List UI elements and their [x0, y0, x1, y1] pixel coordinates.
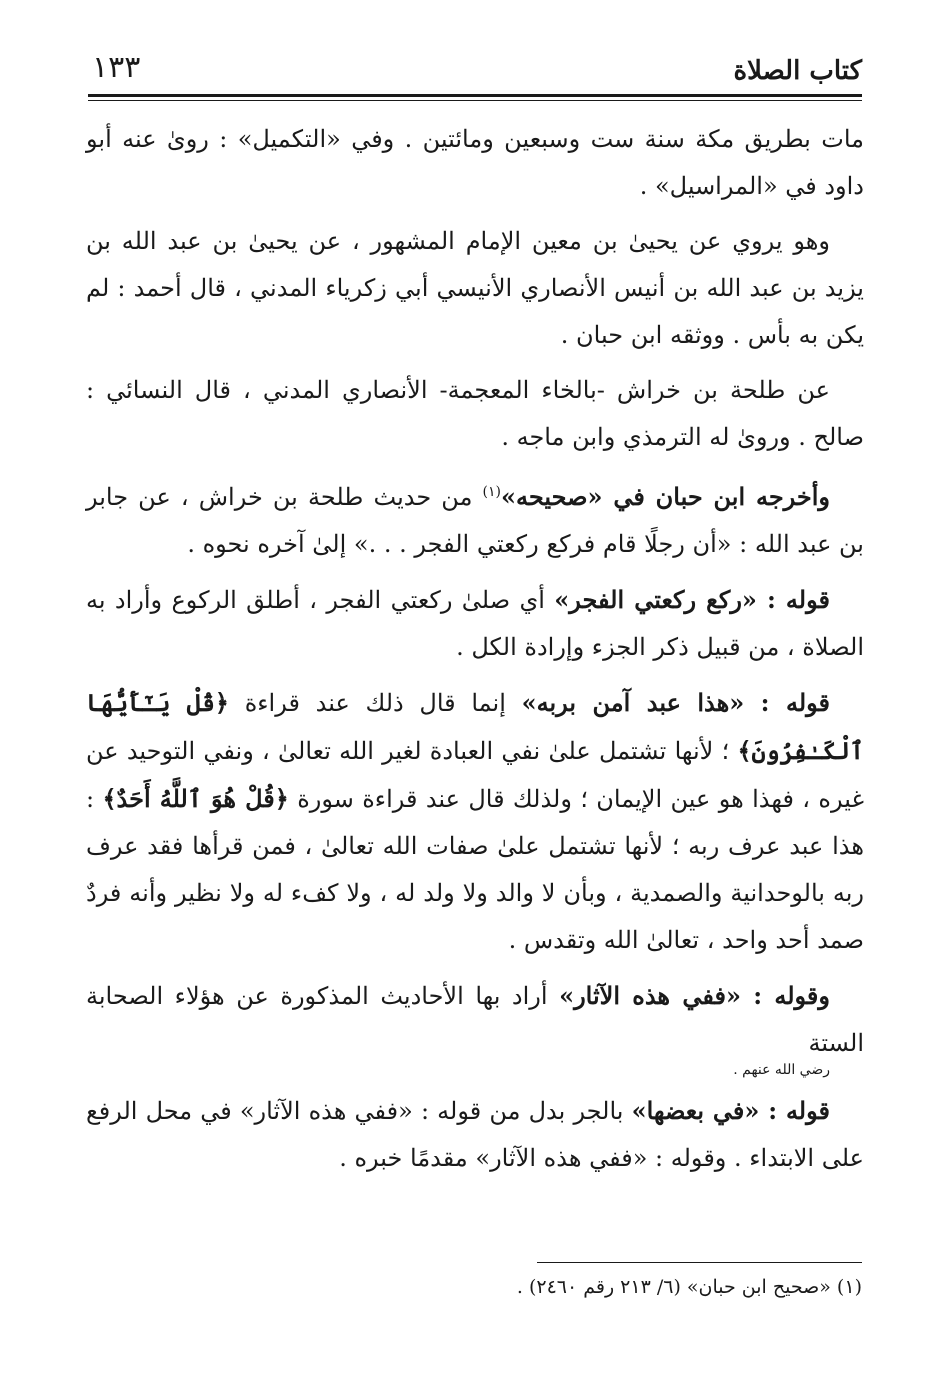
quran-quote: ﴿قُلْ يَـٰٓأَيُّهَا ٱلْكَـٰفِرُونَ﴾ — [86, 688, 864, 765]
lemma: قوله : «في بعضها» — [631, 1096, 830, 1125]
paragraph-5: قوله : «ركع ركعتي الفجر» أي صلىٰ ركعتي الفجر ، أطلق الركوع وأراد به الصلاة ، من قبيل ذكر الجزء وإرادة الكل . — [86, 585, 864, 661]
paragraph-7: وقوله : «ففي هذه الآثار» أراد بها الأحاديث المذكورة عن هؤلاء الصحابة الستة رضي الله عنهم . — [86, 972, 864, 1083]
lemma: قوله : «هذا عبد آمن بربه» — [521, 688, 831, 717]
paragraph-6: قوله : «هذا عبد آمن بربه» إنما قال ذلك عند قراءة ﴿قُلْ يَـٰٓأَيُّهَا ٱلْكَـٰفِرُونَ﴾ ؛ لأنها تشتمل علىٰ نفي العبادة لغير الله تعالىٰ ، ونفي التوحيد عن غيره ، فهذا هو عين الإيمان ؛ ولذلك قال عند قراءة سورة ﴿قُلْ هُوَ ٱللَّهُ أَحَدٌ﴾ : هذا عبد عرف ربه ؛ لأنها تشتمل علىٰ صفات الله تعالىٰ ، فمن قرأها فقد عرف ربه بالوحدانية والصمدية ، وبأن لا والد ولا ولد له ، ولا كفء له ولا نظير وأنه فردٌ صمد أحد واحد ، تعالىٰ الله وتقدس . — [86, 688, 864, 954]
paragraph-2: وهو يروي عن يحيىٰ بن معين الإمام المشهور ، عن يحيىٰ بن عبد الله بن يزيد بن عبد الله بن أنيس الأنصاري الأنيسي أبي زكرياء المدني ، قال أحمد : لم يكن به بأس . ووثقه ابن حبان . — [86, 227, 864, 349]
lemma: قوله : «ركع ركعتي الفجر» — [554, 585, 830, 614]
footnote-ref: (١) — [482, 484, 502, 500]
footnote-rule — [537, 1262, 862, 1263]
header-rule-thick — [88, 94, 862, 97]
paragraph-8: قوله : «في بعضها» بالجر بدل من قوله : «ففي هذه الآثار» في محل الرفع على الابتداء . وقوله : «ففي هذه الآثار» مقدمًا خبره . — [86, 1096, 864, 1172]
page-number: ١٣٣ — [92, 50, 141, 85]
chapter-title: كتاب الصلاة — [733, 56, 862, 86]
header-rule-thin — [88, 100, 862, 101]
quran-quote: ﴿قُلْ هُوَ ٱللَّهُ أَحَدٌ﴾ — [102, 784, 289, 813]
footnote: (١) «صحيح ابن حبان» (٦/ ٢١٣ رقم ٢٤٦٠) . — [516, 1276, 862, 1298]
paragraph-1: مات بطريق مكة سنة ست وسبعين ومائتين . وفي «التكميل» : روىٰ عنه أبو داود في «المراسيل» . — [86, 125, 864, 200]
lemma: وقوله : «ففي هذه الآثار» — [559, 981, 830, 1010]
page-body — [86, 116, 864, 1190]
running-header — [88, 50, 862, 92]
paragraph-4: وأخرجه ابن حبان في «صحيحه»$^{(١)}$ من حديث طلحة بن خراش ، عن جابر بن عبد الله : «أن رجلًا قام فركع ركعتي الفجر . . .» إلىٰ آخره نحوه . — [86, 482, 864, 558]
paragraph-3: عن طلحة بن خراش -بالخاء المعجمة- الأنصاري المدني ، قال النسائي : صالح . وروىٰ له الترمذي وابن ماجه . — [86, 376, 864, 451]
lemma: وأخرجه ابن حبان في «صحيحه» — [501, 482, 831, 511]
honorific: رضي الله عنهم . — [733, 1062, 830, 1078]
